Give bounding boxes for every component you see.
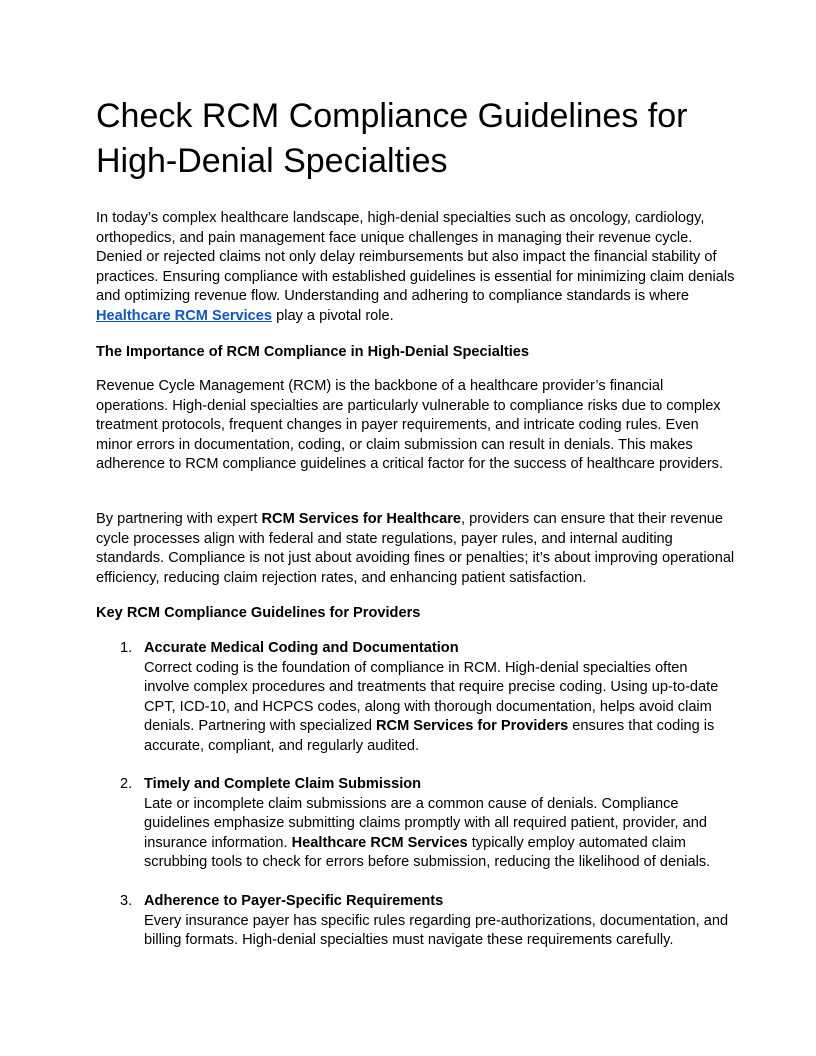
list-item xyxy=(144,639,734,756)
section-heading-guidelines: Key RCM Compliance Guidelines for Providers xyxy=(96,605,421,621)
intro-text: In today’s complex healthcare landscape, high-denial specialties such as oncology, cardiology, orthopedics, and pain management face unique challenges in managing their revenue cycle. Denied or rejected claims not only delay reimbursements but also impact the financial stability of practices. Ensuring compliance with established guidelines is essential for minimizing claim denials and optimizing revenue flow. Understanding and adhering to compliance standards is where xyxy=(96,210,735,304)
bold-term: Healthcare RCM Services xyxy=(291,834,468,851)
list-item-text: Every insurance payer has specific rules regarding pre-authorizations, documentation, and billing formats. High-denial specialties must navigate these requirements carefully. xyxy=(144,912,729,948)
partnering-paragraph xyxy=(96,510,736,588)
list-item-title: Adherence to Payer-Specific Requirements xyxy=(144,893,444,909)
list-item-text: Late or incomplete claim submissions are a common cause of denials. Compliance guidelines emphasize submitting claims promptly with all required patient, provider, and insurance information. xyxy=(144,795,707,851)
bold-term: RCM Services for Healthcare xyxy=(261,511,462,527)
list-item-text: Correct coding is the foundation of compliance in RCM. High-denial specialties often involve complex procedures and treatments that require precise coding. Using up-to-date CPT, ICD-10, and HCPCS codes, along with thorough documentation, helps avoid claim denials. Partnering with specialized xyxy=(144,659,719,734)
list-item xyxy=(144,775,734,873)
list-item-number: 3. xyxy=(120,893,133,909)
section-heading-importance: The Importance of RCM Compliance in High-Denial Specialties xyxy=(96,344,530,360)
list-item-text-end: ensures that coding is accurate, compliant, and regularly audited. xyxy=(144,718,715,754)
intro-paragraph xyxy=(96,209,736,326)
bold-term: RCM Services for Providers xyxy=(376,718,569,734)
intro-text-end: play a pivotal role. xyxy=(272,307,394,324)
healthcare-rcm-services-link[interactable]: Healthcare RCM Services xyxy=(96,307,273,324)
partnering-text-end: , providers can ensure that their revenue cycle processes align with federal and state regulations, payer rules, and internal auditing standards. Compliance is not just about avoiding fines or penalties; it’s about improving operational efficiency, reducing claim rejection rates, and enhancing patient satisfaction. xyxy=(96,511,735,586)
importance-paragraph: Revenue Cycle Management (RCM) is the backbone of a healthcare provider’s financial operations. High-denial specialties are particularly vulnerable to compliance risks due to complex treatment protocols, frequent changes in payer requirements, and intricate coding rules. Even minor errors in documentation, coding, or claim submission can result in denials. This makes adherence to RCM compliance guidelines a critical factor for the success of healthcare providers. xyxy=(96,378,724,472)
list-item-title: Timely and Complete Claim Submission xyxy=(144,776,422,792)
document-title: Check RCM Compliance Guidelines for High-Denial Specialties xyxy=(96,97,688,180)
list-item xyxy=(144,892,734,951)
partnering-text: By partnering with expert xyxy=(96,511,262,527)
list-item-title: Accurate Medical Coding and Documentation xyxy=(144,640,459,656)
list-item-number: 2. xyxy=(120,776,133,792)
list-item-text-end: typically employ automated claim scrubbing tools to check for errors before submission, reducing the likelihood of denials. xyxy=(144,834,711,870)
list-item-number: 1. xyxy=(120,640,133,656)
